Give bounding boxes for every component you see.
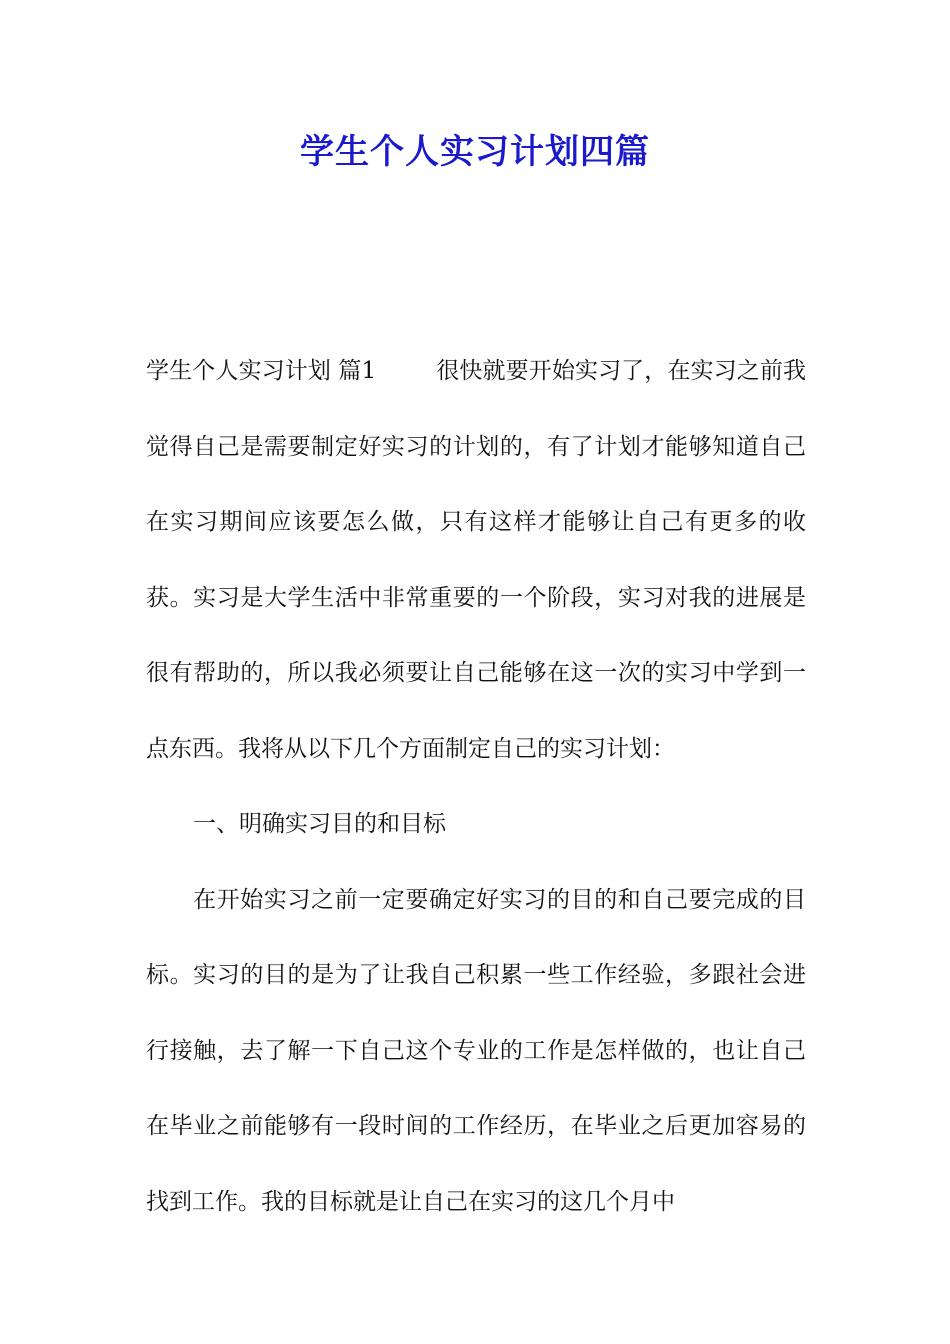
document-body xyxy=(146,334,806,1240)
body-paragraph: 在开始实习之前一定要确定好实习的目的和自己要完成的目标。实习的目的是为了让我自己积累一些工作经验，多跟社会进行接触，去了解一下自己这个专业的工作是怎样做的，也让自己在毕业之前能够有一段时间的工作经历，在毕业之后更加容易的找到工作。我的目标就是让自己在实习的这几个月中 xyxy=(146,886,806,1215)
subheading-paragraph: 一、明确实习目的和目标 xyxy=(193,811,446,837)
paragraph-text: 很快就要开始实习了，在实习之前我觉得自己是需要制定好实习的计划的，有了计划才能够知道自己在实习期间应该要怎么做，只有这样才能够让自己有更多的收获。实习是大学生活中非常重要的一个阶段，实习对我的进展是很有帮助的，所以我必须要让自己能够在这一次的实习中学到一点东西。我将从以下几个方面制定自己的实习计划： xyxy=(146,358,806,762)
section-heading: 学生个人实习计划 篇1 xyxy=(146,358,377,384)
intro-paragraph xyxy=(146,334,806,787)
document-title: 学生个人实习计划四篇 xyxy=(300,132,650,172)
